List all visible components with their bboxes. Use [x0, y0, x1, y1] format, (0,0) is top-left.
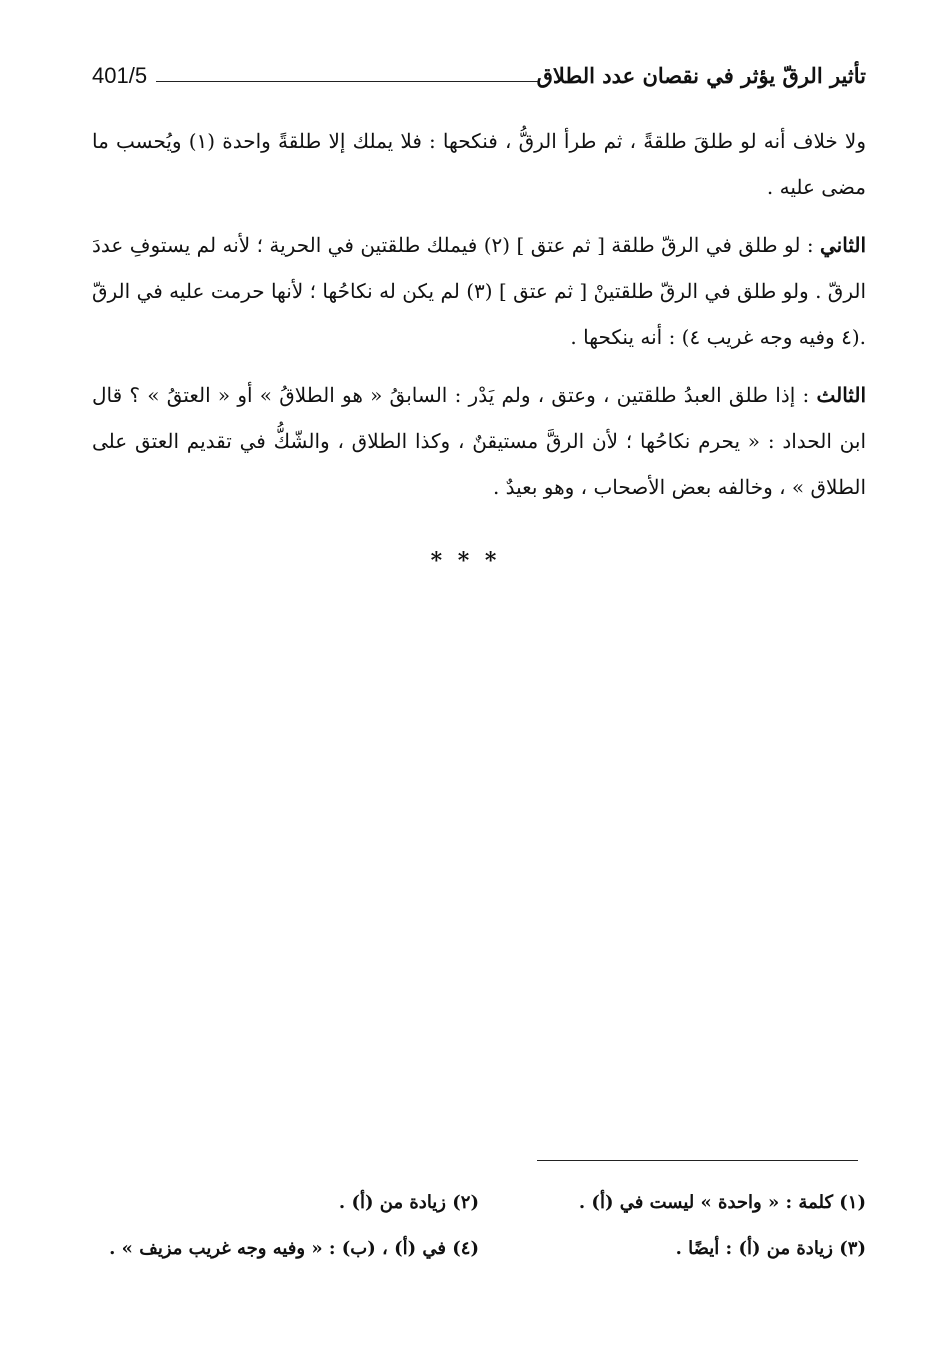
paragraph-lead: الثاني — [820, 233, 867, 257]
footnote-row — [92, 1180, 866, 1226]
paragraph-intro — [92, 118, 866, 210]
section-separator: * * * — [430, 548, 501, 574]
footnote-3: (٣) زيادة من (أ) : أيضًا . — [675, 1238, 866, 1259]
main-text — [92, 118, 866, 522]
running-title: تأثير الرقّ يؤثر في نقصان عدد الطلاق — [536, 63, 866, 88]
paragraph-second — [92, 222, 866, 360]
paragraph-text: : إذا طلق العبدُ طلقتين ، وعتق ، ولم يَدْر : السابقُ « هو الطلاقُ » أو « العتقُ » ؟ قال ابن الحداد : « يحرم نكاحُها ؛ لأن الرقَّ مستيقنٌ ، وكذا الطلاق ، والشّكُّ في تقديم العتق على الطلاق » ، وخالفه بعض الأصحاب ، وهو بعيدٌ . — [92, 383, 866, 499]
footnote-2: (٢) زيادة من (أ) . — [338, 1192, 479, 1213]
header-rule — [156, 81, 538, 82]
page-header — [92, 58, 866, 98]
footnote-4: (٤) في (أ) ، (ب) : « وفيه وجه غريب مزيف » . — [109, 1238, 479, 1259]
footnote-rule — [537, 1160, 858, 1161]
paragraph-text: : لو طلق في الرقّ طلقة [ ثم عتق ] (٢) فيملك طلقتين في الحرية ؛ لأنه لم يستوفِ عددَ الرقّ . ولو طلق في الرقّ طلقتينْ [ ثم عتق ] (٣) لم يكن له نكاحُها ؛ لأنها حرمت عليه في الرقّ .(٤ وفيه وجه غريب ٤) : أنه ينكحها . — [92, 233, 867, 349]
page-number: 401/5 — [92, 63, 148, 88]
paragraph-lead: الثالث — [816, 383, 866, 407]
paragraph-text: ولا خلاف أنه لو طلقَ طلقةً ، ثم طرأ الرقُّ ، فنكحها : فلا يملك إلا طلقةً واحدة (١) ويُحسب ما مضى عليه . — [92, 129, 866, 199]
footnotes — [92, 1180, 866, 1272]
footnote-row — [92, 1226, 866, 1272]
footnote-1: (١) كلمة : « واحدة » ليست في (أ) . — [578, 1192, 866, 1213]
paragraph-third — [92, 372, 866, 510]
